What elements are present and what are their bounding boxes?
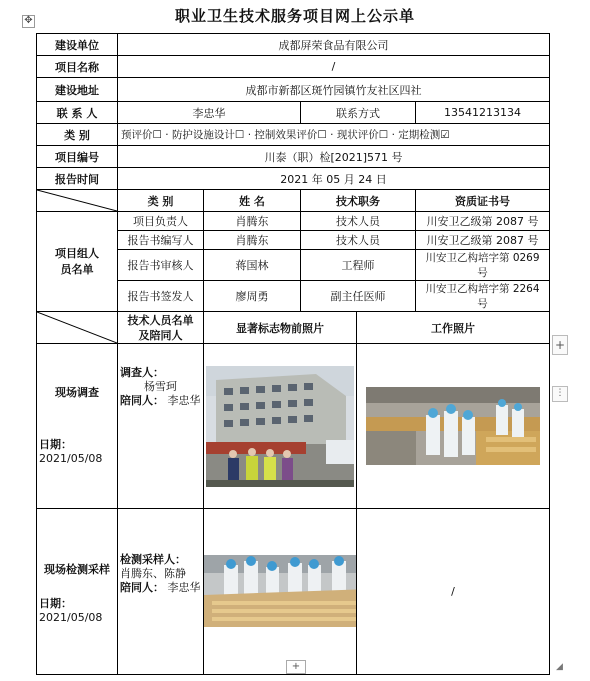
unit-label: 建设单位 (37, 34, 118, 56)
project-no-value: 川泰（职）检[2021]571 号 (118, 146, 550, 168)
contact-value: 李忠华 (118, 102, 301, 124)
personnel-header-name: 姓 名 (204, 190, 301, 212)
project-name-label: 项目名称 (37, 56, 118, 78)
member-role: 项目负责人 (118, 212, 204, 231)
survey-work-photo-cell (357, 344, 550, 509)
survey-landmark-photo-cell (204, 344, 357, 509)
survey-date: 2021/05/08 (39, 452, 103, 465)
landmark-photo (206, 366, 354, 487)
member-role: 报告书编写人 (118, 231, 204, 250)
personnel-header-role: 类 别 (118, 190, 204, 212)
investigator-name: 杨雪珂 (144, 380, 177, 393)
landmark-photo-header: 显著标志物前照片 (204, 312, 357, 344)
category-option-pre-evaluation[interactable]: 预评价☐ (121, 129, 162, 141)
sampling-escort-label: 陪同人： (120, 581, 164, 594)
sampling-staff-cell (118, 509, 204, 675)
add-row-button[interactable]: + (286, 660, 306, 674)
member-title: 工程师 (301, 250, 416, 281)
sampling-work-photo-placeholder: / (451, 585, 455, 598)
address-label: 建设地址 (37, 78, 118, 102)
table-resize-handle[interactable]: ◢ (556, 662, 563, 672)
sampler-names: 肖腾东、陈静 (120, 567, 186, 580)
sampling-landmark-photo-cell (204, 509, 357, 675)
table-move-handle[interactable]: ✥ (22, 15, 35, 28)
member-role: 报告书签发人 (118, 281, 204, 312)
contact-method-label: 联系方式 (301, 102, 416, 124)
diagonal-line (37, 190, 117, 211)
sampling-date: 2021/05/08 (39, 611, 103, 624)
survey-escort-label: 陪同人： (120, 394, 164, 407)
member-name: 肖腾东 (204, 212, 301, 231)
member-cert: 川安卫乙级第 2087 号 (416, 231, 550, 250)
diagonal-line (37, 312, 117, 343)
add-column-button[interactable]: + (552, 335, 568, 355)
member-title: 技术人员 (301, 212, 416, 231)
notice-table (36, 33, 550, 675)
page-title: 职业卫生技术服务项目网上公示单 (174, 7, 415, 25)
staff-header: 技术人员名单及陪同人 (118, 312, 204, 344)
member-title: 副主任医师 (301, 281, 416, 312)
member-name: 蒋国林 (204, 250, 301, 281)
survey-date-label: 日期： (39, 438, 72, 451)
personnel-group-label: 项目组人员名单 (37, 212, 118, 312)
contact-label: 联 系 人 (37, 102, 118, 124)
sampling-work-photo-cell (357, 509, 550, 675)
report-time-value: 2021 年 05 月 24 日 (118, 168, 550, 190)
personnel-header-cert: 资质证书号 (416, 190, 550, 212)
address-value: 成都市新都区斑竹园镇竹友社区四社 (118, 78, 550, 102)
member-cert: 川安卫乙构培字第 2264 号 (416, 281, 550, 312)
report-time-label: 报告时间 (37, 168, 118, 190)
sampling-cell (37, 509, 118, 675)
survey-cell (37, 344, 118, 509)
category-option-protection-design[interactable]: 防护设施设计☐ (171, 129, 245, 141)
survey-label: 现场调查 (55, 386, 99, 399)
personnel-corner-cell (37, 190, 118, 212)
category-options: 预评价☐ · 防护设施设计☐ · 控制效果评价☐ · 现状评价☐ · 定期检测☑ (118, 124, 550, 146)
sampling-escort-name: 李忠华 (167, 581, 201, 594)
category-option-control-evaluation[interactable]: 控制效果评价☐ (254, 129, 327, 141)
survey-staff-cell (118, 344, 204, 509)
project-no-label: 项目编号 (37, 146, 118, 168)
personnel-header-title: 技术职务 (301, 190, 416, 212)
category-option-status-evaluation[interactable]: 现状评价☐ (336, 129, 389, 141)
photo-corner-cell (37, 312, 118, 344)
project-name-value: / (118, 56, 550, 78)
investigator-label: 调查人： (120, 366, 164, 379)
unit-value: 成都屏荣食品有限公司 (118, 34, 550, 56)
sampling-label: 现场检测采样 (44, 563, 110, 576)
work-photo (366, 387, 540, 465)
member-cert: 川安卫乙级第 2087 号 (416, 212, 550, 231)
category-option-periodic-testing[interactable]: 定期检测☑ (398, 129, 450, 141)
member-name: 廖周勇 (204, 281, 301, 312)
survey-escort-name: 李忠华 (167, 394, 201, 407)
add-column-button-lower[interactable]: ⋮ (552, 386, 568, 402)
sampler-label: 检测采样人： (120, 553, 186, 566)
contact-method-value: 13541213134 (416, 102, 550, 124)
member-cert: 川安卫乙构培字第 0269 号 (416, 250, 550, 281)
member-role: 报告书审核人 (118, 250, 204, 281)
member-name: 肖腾东 (204, 231, 301, 250)
sampling-date-label: 日期： (39, 597, 72, 610)
member-title: 技术人员 (301, 231, 416, 250)
work-photo-header: 工作照片 (357, 312, 550, 344)
category-label: 类 别 (37, 124, 118, 146)
sampling-photo (204, 555, 357, 627)
